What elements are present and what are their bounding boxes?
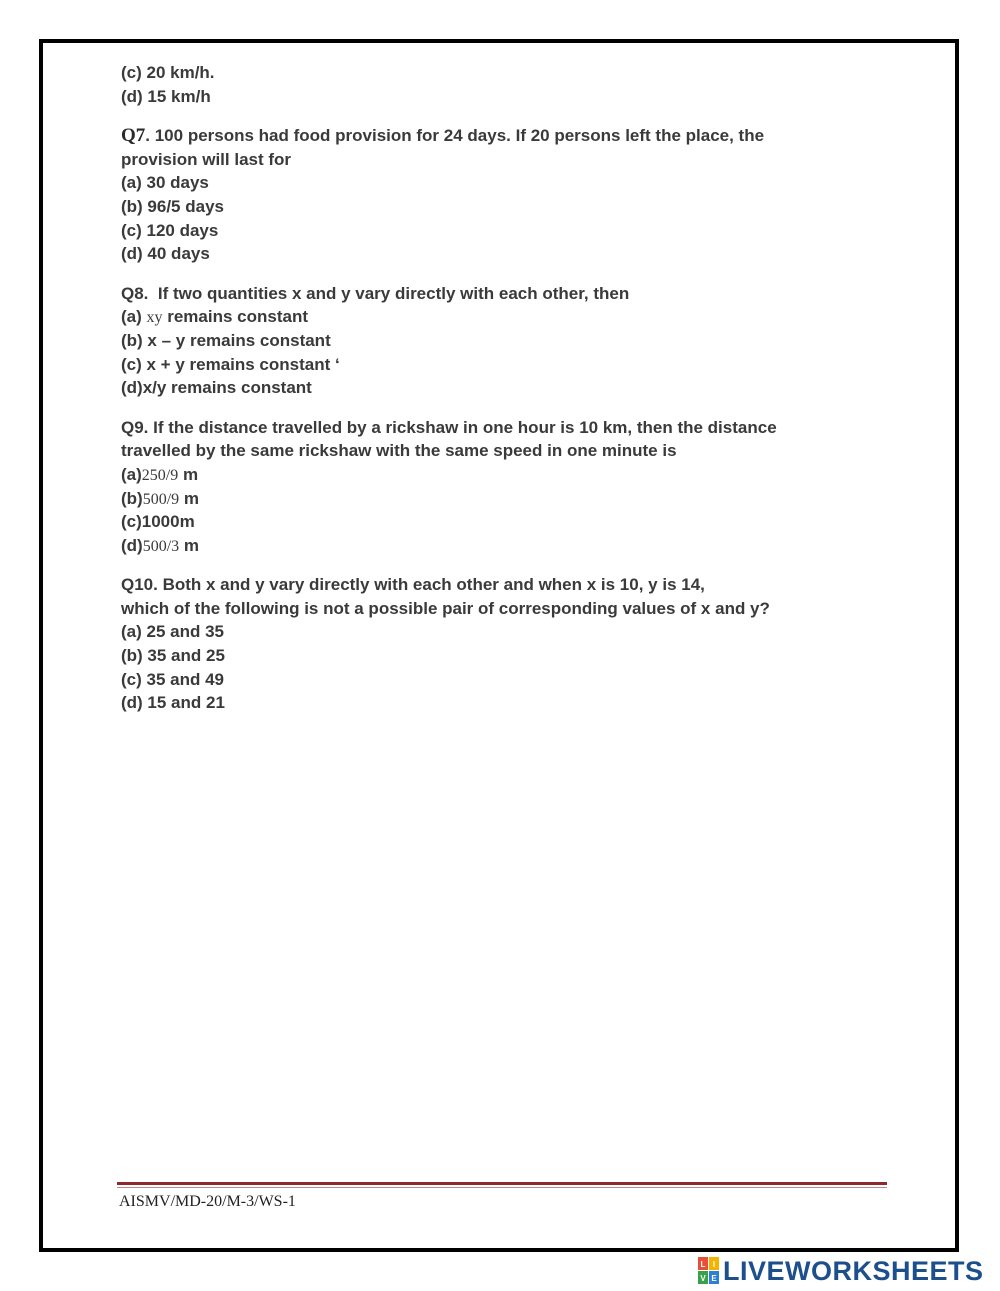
- svg-text:I: I: [712, 1260, 716, 1269]
- q9-option-b: (b)500/9 m: [121, 488, 200, 508]
- worksheet-page: [39, 39, 959, 1252]
- liveworksheets-wordmark: LIVEWORKSHEETS: [723, 1255, 984, 1286]
- q8-option-d: (d)x/y remains constant: [121, 378, 312, 398]
- liveworksheets-logo-icon: [698, 1257, 720, 1285]
- q7-stem-line-1: Q7. 100 persons had food provision for 24 days. If 20 persons left the place, the: [121, 125, 765, 147]
- q7-option-a: (a) 30 days: [121, 173, 209, 193]
- q10-stem-line-2: which of the following is not a possible pair of corresponding values of x and y?: [121, 598, 770, 618]
- q10-option-d: (d) 15 and 21: [121, 693, 225, 713]
- q8-stem: Q8. If two quantities x and y vary directly with each other, then: [121, 283, 630, 303]
- q10-option-c: (c) 35 and 49: [121, 669, 224, 689]
- footer-divider: [117, 1182, 887, 1185]
- q9-option-c: (c)1000m: [121, 512, 195, 532]
- q7-option-b: (b) 96/5 days: [121, 196, 224, 216]
- q8-option-a: (a) xy remains constant: [121, 307, 308, 327]
- q7-number: Q7: [121, 125, 146, 147]
- q8-option-b: (b) x – y remains constant: [121, 330, 331, 350]
- q10-option-b: (b) 35 and 25: [121, 646, 225, 666]
- svg-text:E: E: [711, 1274, 717, 1283]
- q8-option-c: (c) x + y remains constant ‘: [121, 354, 340, 374]
- carryover-option-c: (c) 20 km/h.: [121, 63, 215, 82]
- svg-text:V: V: [700, 1274, 706, 1283]
- liveworksheets-brand: [698, 1256, 984, 1286]
- q10-stem-line-1: Q10. Both x and y vary directly with each other and when x is 10, y is 14,: [121, 575, 705, 595]
- carryover-option-d: (d) 15 km/h: [121, 86, 211, 106]
- q9-stem-line-1: Q9. If the distance travelled by a rickshaw in one hour is 10 km, then the distance: [121, 417, 777, 437]
- q7-option-d: (d) 40 days: [121, 244, 210, 264]
- worksheet-content: [121, 61, 881, 715]
- q10-option-a: (a) 25 and 35: [121, 622, 224, 642]
- q7-option-c: (c) 120 days: [121, 220, 219, 240]
- q7-stem-line-2: provision will last for: [121, 149, 292, 169]
- q9-stem-line-2: travelled by the same rickshaw with the same speed in one minute is: [121, 441, 677, 461]
- footer-document-code: AISMV/MD-20/M-3/WS-1: [119, 1193, 296, 1210]
- q9-option-a: (a)250/9 m: [121, 464, 199, 484]
- q9-option-d: (d)500/3 m: [121, 535, 200, 555]
- footer-divider-thin: [117, 1187, 887, 1188]
- svg-text:L: L: [700, 1260, 706, 1269]
